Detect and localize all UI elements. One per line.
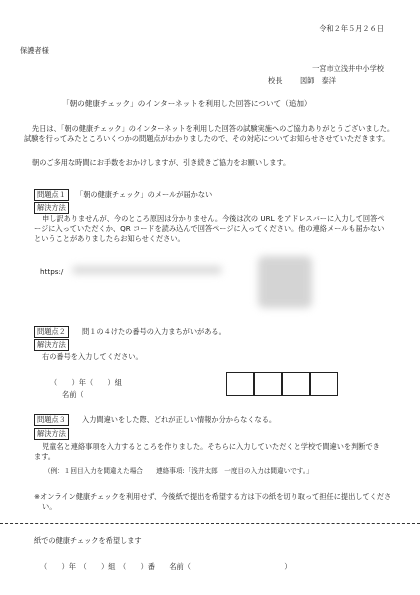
document-title: 「朝の健康チェック」のインターネットを利用した回答について（追加） xyxy=(62,99,312,108)
redacted-qr-code xyxy=(258,256,312,308)
cut-line xyxy=(0,523,420,524)
issue2-class-label: （ ）年（ ）組 xyxy=(50,378,122,387)
recipient: 保護者様 xyxy=(20,46,49,55)
school-name: 一宮市立浅井中小学校 xyxy=(312,64,384,73)
redacted-url xyxy=(72,266,222,274)
issue3-body: 児童名と連絡事項を入力するところを作りました。そちらに入力していただくと学校で間違いを判断できます。 xyxy=(34,442,380,461)
issue1-heading: 「朝の健康チェック」のメールが届かない xyxy=(76,190,213,199)
number-box-4 xyxy=(310,372,338,396)
issue3-example: （例：１回目入力を間違えた場合 連絡事項:「浅井太郎 一度目の入力は間違いです。」 xyxy=(44,467,313,475)
intro-closing: 朝のご多用な時間にお手数をおかけしますが、引き続きご協力をお願いします。 xyxy=(32,158,291,167)
issue1-label: 問題点１ xyxy=(34,189,69,201)
paper-submission-note: ※オンライン健康チェックを利用せず、今後紙で提出を希望する方は下の紙を切り取って担任に提出してください。 xyxy=(34,492,392,511)
issue2-heading: 問１の４けたの番号の入力まちがいがある。 xyxy=(82,327,226,336)
principal-name: 図師 泰洋 xyxy=(300,76,336,85)
number-box-3 xyxy=(282,372,310,396)
issue2-label: 問題点２ xyxy=(34,326,69,338)
issue2-body: 右の番号を入力してください。 xyxy=(42,352,143,361)
principal-title: 校長 xyxy=(268,76,283,85)
issue1-solution-label: 解決方法 xyxy=(34,202,69,214)
issue3-heading: 入力間違いをした際、どれが正しい情報か分からなくなる。 xyxy=(82,415,277,424)
issue3-solution-label: 解決方法 xyxy=(34,428,69,440)
number-box-2 xyxy=(254,372,282,396)
issue2-name-label: 名前（ xyxy=(62,390,84,399)
issue2-solution-label: 解決方法 xyxy=(34,339,69,351)
intro-paragraph: 先日は、「朝の健康チェック」のインターネットを利用した回答の試験実施へのご協力ありがとうございました。試験を行ってみたところいくつかの問題点がわかりましたので、その対応についてお知らせさせていただきます。 xyxy=(24,124,395,143)
number-box-1 xyxy=(226,372,254,396)
date: 令和２年５月２６日 xyxy=(319,24,384,33)
issue1-body: 申し訳ありませんが、今のところ原因は分かりません。今後は次の URL をアドレスバーに入力して回答ページに入っていただくか、QR コードを読み込んで回答ページに入ってください。他の連絡メールも届かないということがありましたらお知らせください。 xyxy=(34,214,385,243)
issue3-label: 問題点３ xyxy=(34,414,69,426)
slip-fields: （ ）年 （ ）組 （ ）番 名前（ ） xyxy=(40,562,292,571)
slip-title: 紙での健康チェックを希望します xyxy=(34,536,142,545)
issue1-url: https:/ xyxy=(40,267,64,276)
